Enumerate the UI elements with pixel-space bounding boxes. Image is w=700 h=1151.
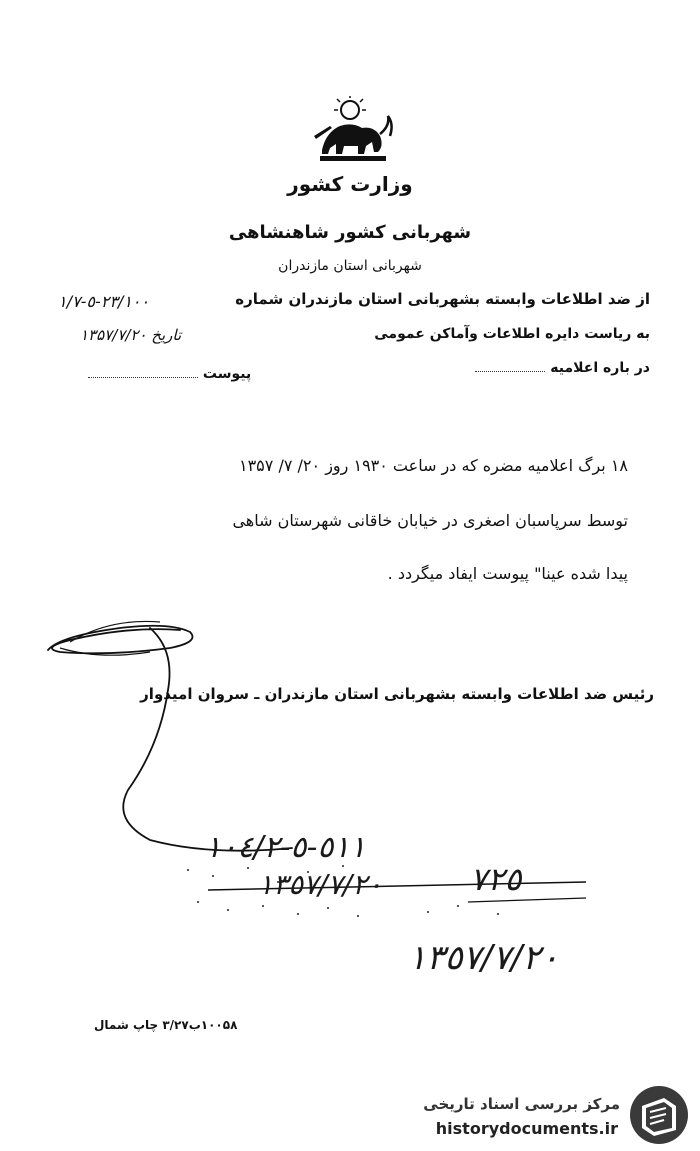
date-label: تاریخ [151, 326, 182, 344]
handwritten-date: ١٣٥٧/٧/٢٠ [408, 938, 559, 978]
handwritten-date-stamp: ١٣٥٧/٧/٢٠ [258, 868, 383, 901]
ministry-title: وزارت کشور [287, 172, 413, 196]
police-province-title: شهربانی استان مازندران [278, 258, 422, 274]
subject-dots [475, 371, 545, 372]
police-main-title: شهربانی کشور شاهنشاهی [228, 222, 472, 243]
subject-label: در باره اعلامیه [550, 360, 650, 376]
body-line-3: پیدا شده عینا" پیوست ایفاد میگردد . [387, 564, 628, 583]
watermark-title: مرکز بررسی اسناد تاریخی [423, 1095, 620, 1113]
date-line [80, 326, 181, 344]
to-line: به ریاست دایره اطلاعات وآماکن عمومی [374, 326, 650, 342]
handwritten-number: ٧٢٥ [470, 860, 522, 898]
watermark-url: historydocuments.ir [435, 1119, 618, 1138]
lion-and-sun-emblem-icon [300, 96, 400, 166]
signatory-title: رئیس ضد اطلاعات وابسته بشهربانی استان مازندران ـ سروان امیدوار [140, 685, 654, 703]
subject-line [475, 360, 650, 376]
from-number: ٢٣/١٠٠-٥-١/٧ [58, 292, 150, 311]
handwritten-reference: ٥١١-٥-١٠٤/٢ [205, 830, 366, 865]
body-line-2: توسط سرپاسبان اصغری در خیابان خاقانی شهرستان شاهی [232, 511, 628, 530]
date-value: ۱۳۵۷/۷/۲۰ [80, 326, 147, 344]
attachment-line [88, 366, 251, 382]
archive-document-logo-icon [628, 1084, 690, 1146]
printer-footer: ۱۰۰۵۸ب۳/۲۷ چاپ شمال [94, 1018, 238, 1032]
body-line-1: ۱۸ برگ اعلامیه مضره که در ساعت ۱۹۳۰ روز ۲۰/ ۷/ ۱۳۵۷ [238, 456, 628, 475]
from-line: از ضد اطلاعات وابسته بشهربانی استان مازندران شماره [235, 290, 650, 308]
attachment-dots [88, 377, 198, 378]
attachment-label: پیوست [202, 366, 252, 382]
